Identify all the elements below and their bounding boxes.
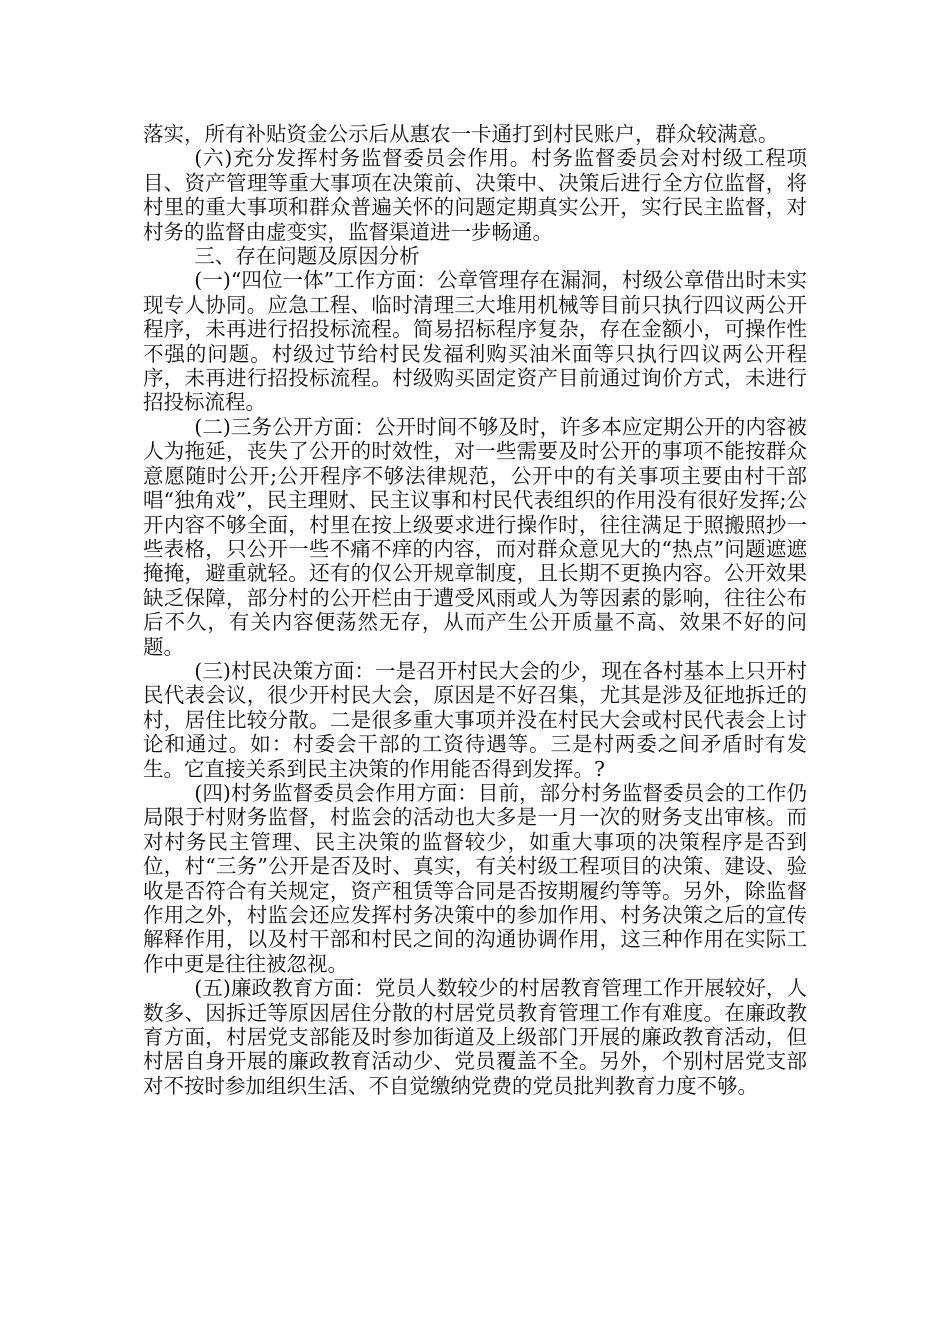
paragraph-problem-3: (三)村民决策方面：一是召开村民大会的少，现在各村基本上只开村民代表会议，很少开村民大会，原因是不好召集，尤其是涉及征地拆迁的村，居住比较分散。二是很多重大事项并没在村民大会或村民代表会上讨论和通过。如：村委会干部的工资待遇等。三是村两委之间矛盾时有发生。它直接关系到民主决策的作用能否得到发挥。? [143,658,807,781]
paragraph-section-6: (六)充分发挥村务监督委员会作用。村务监督委员会对村级工程项目、资产管理等重大事项在决策前、决策中、决策后进行全方位监督，将村里的重大事项和群众普遍关怀的问题定期真实公开，实行民主监督，对村务的监督由虚变实，监督渠道进一步畅通。 [143,146,807,244]
paragraph-continuation: 落实，所有补贴资金公示后从惠农一卡通打到村民账户，群众较满意。 [143,122,779,146]
paragraph-problem-4: (四)村务监督委员会作用方面：目前，部分村务监督委员会的工作仍局限于村财务监督，村监会的活动也大多是一月一次的财务支出审核。而对村务民主管理、民主决策的监督较少，如重大事项的决策程序是否到位，村“三务”公开是否及时、真实，有关村级工程项目的决策、建设、验收是否符合有关规定，资产租赁等合同是否按期履约等等。另外，除监督作用之外，村监会还应发挥村务决策中的参加作用、村务决策之后的宣传解释作用，以及村干部和村民之间的沟通协调作用，这三种作用在实际工作中更是往往被忽视。 [143,780,807,976]
section-heading-problems: 三、存在问题及原因分析 [194,244,420,269]
document-page [143,122,807,1098]
paragraph-problem-5: (五)廉政教育方面：党员人数较少的村居教育管理工作开展较好，人数多、因拆迁等原因居住分散的村居党员教育管理工作有难度。在廉政教育方面，村居党支部能及时参加街道及上级部门开展的廉政教育活动，但村居自身开展的廉政教育活动少、党员覆盖不全。另外，个别村居党支部对不按时参加组织生活、不自觉缴纳党费的党员批判教育力度不够。 [143,976,807,1098]
paragraph-problem-1: (一)“四位一体”工作方面：公章管理存在漏洞，村级公章借出时未实现专人协同。应急工程、临时清理三大堆用机械等目前只执行四议两公开程序，未再进行招投标流程。简易招标程序复杂，存在金额小，可操作性不强的问题。村级过节给村民发福利购买油米面等只执行四议两公开程序，未再进行招投标流程。村级购买固定资产目前通过询价方式，未进行招投标流程。 [143,268,807,415]
paragraph-problem-2: (二)三务公开方面：公开时间不够及时，许多本应定期公开的内容被人为拖延，丧失了公开的时效性，对一些需要及时公开的事项不能按群众意愿随时公开;公开程序不够法律规范，公开中的有关事项主要由村干部唱“独角戏”，民主理财、民主议事和村民代表组织的作用没有很好发挥;公开内容不够全面，村里在按上级要求进行操作时，往往满足于照搬照抄一些表格，只公开一些不痛不痒的内容，而对群众意见大的“热点”问题遮遮掩掩，避重就轻。还有的仅公开规章制度，且长期不更换内容。公开效果缺乏保障，部分村的公开栏由于遭受风雨或人为等因素的影响，往往公布后不久，有关内容便荡然无存，从而产生公开质量不高、效果不好的问题。 [143,414,807,659]
